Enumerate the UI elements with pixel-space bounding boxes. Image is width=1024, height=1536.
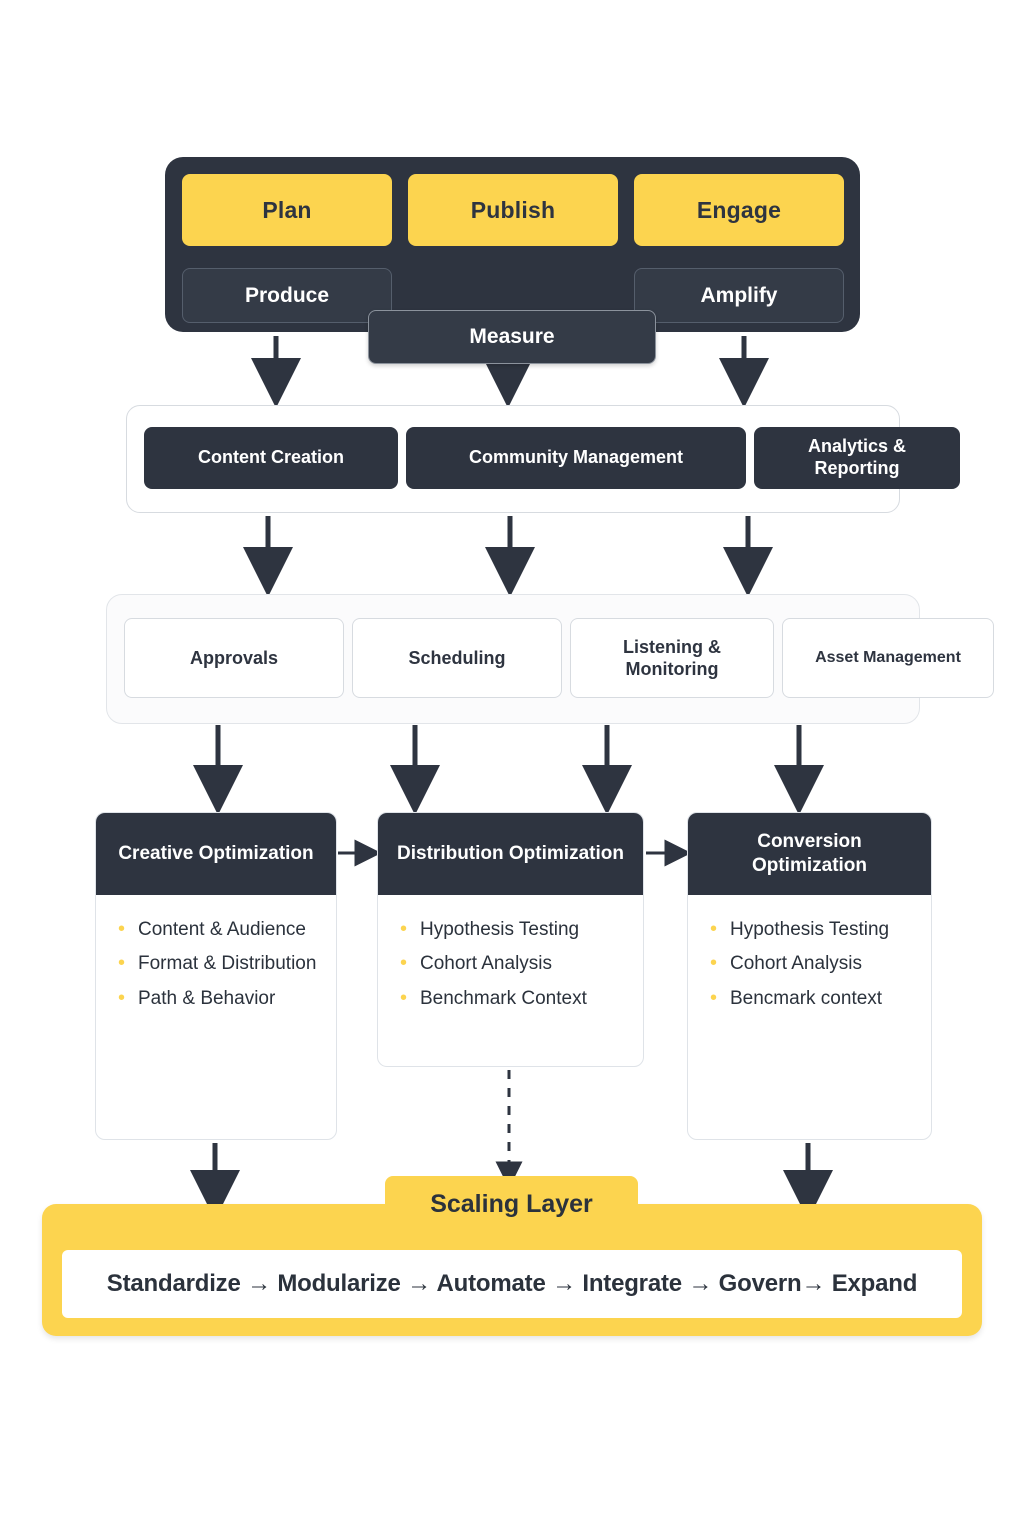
pillar-analytics-reporting[interactable]	[754, 427, 960, 489]
list-item: • Hypothesis Testing	[398, 917, 625, 942]
list-item: • Hypothesis Testing	[708, 917, 913, 942]
capability-scheduling-label: Scheduling	[408, 647, 506, 668]
stage-measure-label: Measure	[469, 325, 555, 348]
card-distribution-optimization-title: Distribution Optimization	[378, 813, 643, 895]
stage-produce-label: Produce	[244, 283, 330, 307]
primary-stage-row	[182, 174, 844, 246]
list-item: • Content & Audience	[116, 917, 318, 942]
list-item: • Format & Distribution	[116, 951, 318, 976]
stage-produce[interactable]	[182, 268, 392, 323]
card-creative-optimization-title: Creative Optimization	[96, 813, 336, 895]
capability-asset-management-label: Asset Management	[815, 649, 961, 666]
stage-engage-label: Engage	[696, 196, 782, 223]
list-item: • Benchmark Context	[398, 986, 625, 1011]
pillar-content-creation[interactable]	[144, 427, 398, 489]
stage-amplify[interactable]	[634, 268, 844, 323]
capabilities-row	[124, 618, 961, 698]
card-creative-optimization-list	[96, 895, 336, 1011]
pillars-row	[144, 427, 907, 489]
stage-publish[interactable]	[408, 174, 618, 246]
capability-scheduling[interactable]	[352, 618, 562, 698]
pillar-community-management-label: Community Management	[468, 447, 684, 468]
card-conversion-optimization[interactable]	[687, 812, 932, 1140]
pillar-content-creation-label: Content Creation	[198, 447, 344, 468]
stage-publish-label: Publish	[470, 196, 556, 223]
list-item: • Path & Behavior	[116, 986, 318, 1011]
capability-approvals[interactable]	[124, 618, 344, 698]
capability-listening-monitoring[interactable]	[570, 618, 774, 698]
list-item: • Cohort Analysis	[398, 951, 625, 976]
stage-plan[interactable]	[182, 174, 392, 246]
capability-approvals-label: Approvals	[189, 647, 279, 668]
card-conversion-optimization-list	[688, 895, 931, 1011]
scaling-steps-strip	[62, 1250, 962, 1318]
card-creative-optimization[interactable]	[95, 812, 337, 1140]
card-distribution-optimization[interactable]	[377, 812, 644, 1067]
stage-amplify-label: Amplify	[700, 283, 778, 307]
pillar-analytics-reporting-label: Analytics & Reporting	[807, 436, 907, 478]
stage-engage[interactable]	[634, 174, 844, 246]
scaling-layer-title: Scaling Layer	[385, 1176, 638, 1232]
capability-listening-monitoring-label: Listening & Monitoring	[623, 636, 721, 679]
list-item: • Bencmark context	[708, 986, 913, 1011]
list-item: • Cohort Analysis	[708, 951, 913, 976]
stage-measure[interactable]	[368, 310, 656, 364]
pillar-community-management[interactable]	[406, 427, 746, 489]
capability-asset-management[interactable]	[782, 618, 994, 698]
card-distribution-optimization-list	[378, 895, 643, 1011]
card-conversion-optimization-title: Conversion Optimization	[688, 813, 931, 895]
scaling-steps-text: Standardize → Modularize → Automate → Integrate → Govern→ Expand	[106, 1270, 918, 1297]
stage-plan-label: Plan	[262, 196, 312, 223]
